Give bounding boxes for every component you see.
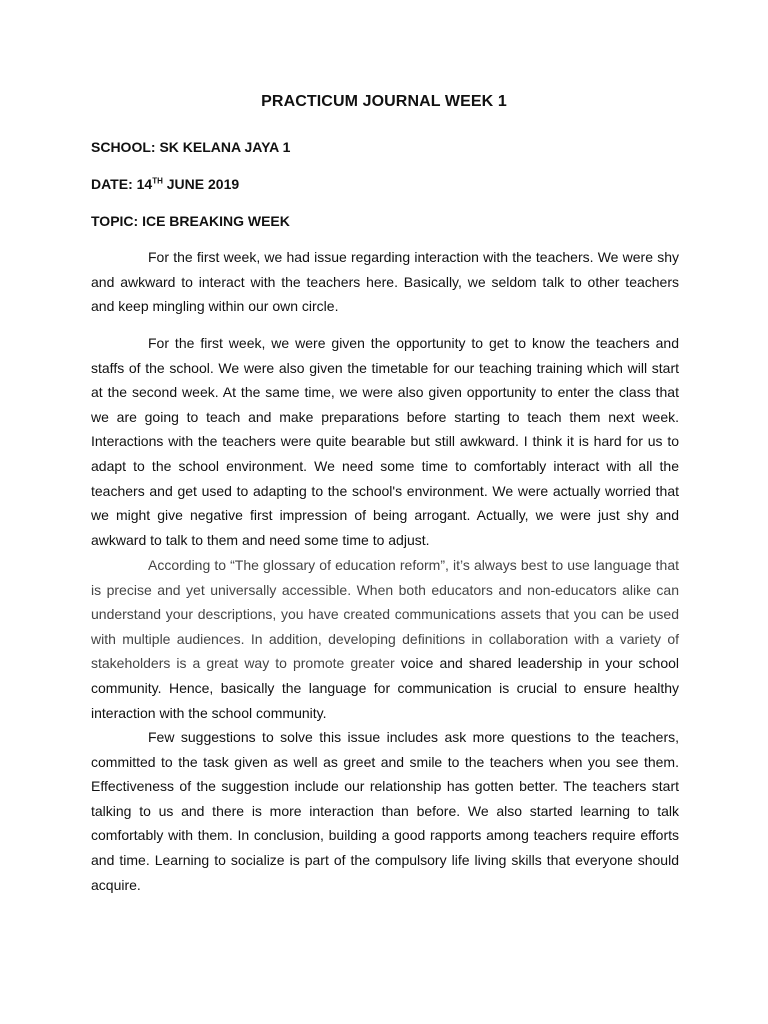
page-title: PRACTICUM JOURNAL WEEK 1 xyxy=(261,93,507,110)
school-line: SCHOOL: SK KELANA JAYA 1 xyxy=(91,139,291,155)
date-superscript: TH xyxy=(152,176,163,186)
paragraph-1: For the first week, we had issue regarding interaction with the teachers. We were shy and awkward to interact with the teachers here. Basically, we seldom talk to other teachers and keep mingling within our own circle. xyxy=(91,249,679,315)
paragraph-4: Few suggestions to solve this issue includes ask more questions to the teachers, committed to the task given as well as greet and smile to the teachers when you see them. Effectiveness of the suggestion include our relationship has gotten better. The teachers start talking to us and there is more interaction than before. We also started learning to talk comfortably with them. In conclusion, building a good rapports among teachers require efforts and time. Learning to socialize is part of the compulsory life living skills that everyone should acquire. xyxy=(91,729,679,893)
paragraph-3-rest: voice and shared leadership in your school community. Hence, basically the language for communication is crucial to ensure healthy interaction with the school community. xyxy=(91,655,680,721)
date-prefix: DATE: 14 xyxy=(91,176,153,192)
paragraph-3 xyxy=(91,553,679,725)
date-suffix: JUNE 2019 xyxy=(162,176,240,192)
topic-line: TOPIC: ICE BREAKING WEEK xyxy=(91,213,290,229)
paragraph-2: For the first week, we were given the opportunity to get to know the teachers and staffs of the school. We were also given the timetable for our teaching training which will start at the second week. At the same time, we were also given opportunity to enter the class that we are going to teach and make preparations before starting to teach them next week. Interactions with the teachers were quite bearable but still awkward. I think it is hard for us to adapt to the school environment. We need some time to comfortably interact with all the teachers and get used to adapting to the school's environment. We were actually worried that we might give negative first impression of being arrogant. Actually, we were just shy and awkward to talk to them and need some time to adjust. xyxy=(91,335,679,548)
date-line xyxy=(91,176,239,192)
paragraph-3-quoted: According to “The glossary of education reform”, it’s always best to use language that is precise and yet universally accessible. When both educators and non-educators alike can understand your descriptions, you have created communications assets that you can be used with multiple audiences. In addition, developing definitions in collaboration with a variety of stakeholders is a great way to promote greater xyxy=(91,557,679,672)
